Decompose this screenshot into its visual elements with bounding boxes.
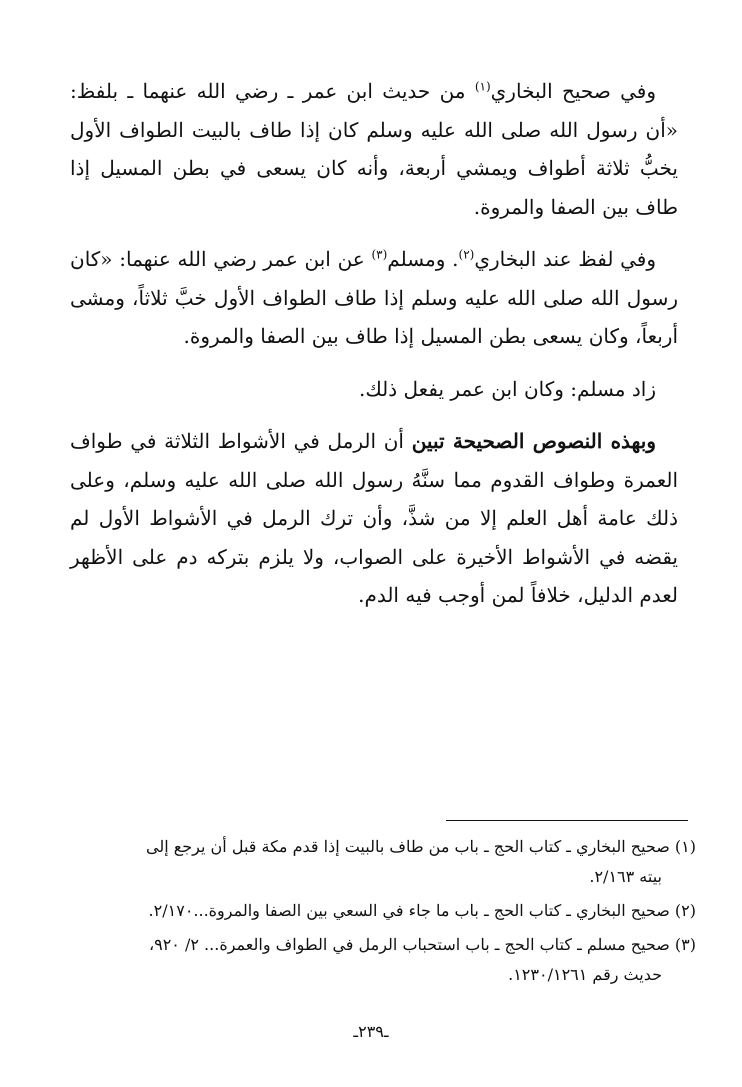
footnote-3-text: صحيح مسلم ـ كتاب الحج ـ باب استحباب الرمل في الطواف والعمرة... ٢/ ٩٢٠،	[148, 935, 670, 954]
p1-text-b: من حديث ابن عمر ـ رضي الله عنهما ـ بلفظ: «أن رسول الله صلى الله عليه وسلم كان إذا طاف بالبيت الطواف الأول يخبُّ ثلاثة أطواف ويمشي أربعة، وأنه كان يسعى في بطن المسيل إذا طاف بين الصفا والمروة.	[70, 79, 678, 219]
footnote-2-text: صحيح البخاري ـ كتاب الحج ـ باب ما جاء في السعي بين الصفا والمروة...٢/١٧٠.	[148, 901, 670, 920]
p2-text-b: . ومسلم	[387, 247, 459, 271]
p4-text: أن الرمل في الأشواط الثلاثة في طواف العمرة وطواف القدوم مما سنَّهُ رسول الله صلى الله عليه وسلم، وعلى ذلك عامة أهل العلم إلا من شذَّ، وأن ترك الرمل في الأشواط الأول لم يقضه في الأشواط الأخيرة على الصواب، ولا يلزم بتركه دم على الأظهر لعدم الدليل، خلافاً لمن أوجب فيه الدم.	[70, 429, 678, 607]
footnote-2	[70, 896, 696, 926]
footnote-3	[70, 930, 696, 990]
footnote-3-number: (٣)	[674, 935, 696, 954]
paragraph-1	[70, 72, 678, 226]
p2-text-a: وفي لفظ عند البخاري	[474, 247, 657, 271]
footnote-ref-1[interactable]: (١)	[474, 79, 491, 94]
paragraph-4	[70, 422, 678, 615]
footnote-3-continuation: حديث رقم ١٢٣٠/١٢٦١.	[508, 965, 662, 984]
paragraph-2	[70, 240, 678, 356]
footnote-1-number: (١)	[674, 837, 696, 856]
footnote-divider	[446, 820, 688, 821]
p1-text-a: وفي صحيح البخاري	[490, 79, 656, 103]
footnote-ref-2[interactable]: (٢)	[458, 247, 475, 262]
footnote-1-continuation: بيته ٢/١٦٣.	[589, 867, 662, 886]
p2-text-c: عن ابن عمر رضي الله عنهما: «كان رسول الله صلى الله عليه وسلم إذا طاف الطواف الأول خبَّ ثلاثاً، ومشى أربعاً، وكان يسعى بطن المسيل إذا طاف بين الصفا والمروة.	[70, 247, 678, 348]
footnotes	[70, 832, 696, 994]
paragraph-3: زاد مسلم: وكان ابن عمر يفعل ذلك.	[358, 376, 656, 401]
footnote-ref-3[interactable]: (٣)	[371, 247, 388, 262]
p4-bold-lead: وبهذه النصوص الصحيحة تبين	[411, 429, 656, 453]
main-text	[70, 72, 678, 629]
footnote-2-number: (٢)	[674, 901, 696, 920]
footnote-1-text: صحيح البخاري ـ كتاب الحج ـ باب من طاف بالبيت إذا قدم مكة قبل أن يرجع إلى	[146, 837, 670, 856]
page-number: ـ٢٣٩ـ	[353, 1022, 389, 1041]
footnote-1	[70, 832, 696, 892]
